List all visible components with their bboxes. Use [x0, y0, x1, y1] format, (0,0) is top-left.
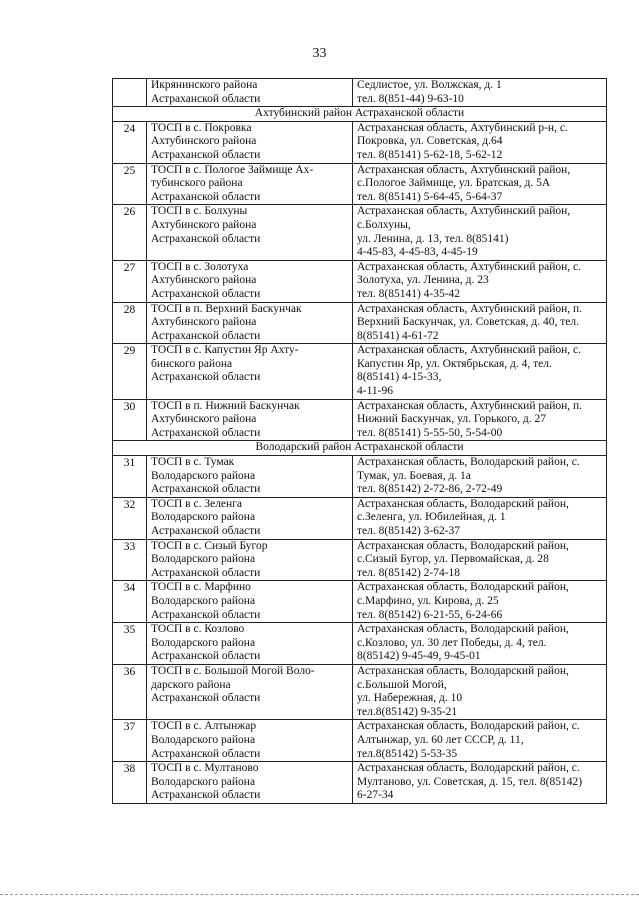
row-number-cell: 26 [113, 205, 147, 260]
name-cell: ТОСП в с. Мултаново Володарского района Астраханской области [147, 762, 353, 804]
name-cell: ТОСП в с. Марфино Володарского района Астраханской области [147, 581, 353, 623]
row-number-cell: 32 [113, 497, 147, 539]
address-cell: Астраханская область, Володарский район, с.Марфино, ул. Кирова, д. 25 тел. 8(85142) 6-21-55, 6-24-66 [353, 581, 607, 623]
address-cell: Астраханская область, Ахтубинский р-н, с. Покровка, ул. Советская, д.64 тел. 8(85141) 5-62-18, 5-62-12 [353, 121, 607, 163]
region-header: Ахтубинский район Астраханской области [113, 107, 607, 122]
table-row [113, 344, 607, 399]
address-cell: Астраханская область, Ахтубинский район, п. Верхний Баскунчак, ул. Советская, д. 40, тел. 8(85141) 4-61-72 [353, 302, 607, 344]
row-number-cell: 33 [113, 539, 147, 581]
name-cell: ТОСП в с. Пологое Займище Ах- тубинского района Астраханской области [147, 163, 353, 205]
address-cell: Астраханская область, Ахтубинский район, с. Капустин Яр, ул. Октябрьская, д. 4, тел. 8(85141) 4-15-33, 4-11-96 [353, 344, 607, 399]
table-row [113, 720, 607, 762]
table-row [113, 121, 607, 163]
row-number-cell: 37 [113, 720, 147, 762]
address-cell: Астраханская область, Ахтубинский район, п. Нижний Баскунчак, ул. Горького, д. 27 тел. 8(85141) 5-55-50, 5-54-00 [353, 399, 607, 441]
name-cell: ТОСП в с. Тумак Володарского района Астраханской области [147, 456, 353, 498]
address-cell: Астраханская область, Володарский район, с. Мултаново, ул. Советская, д. 15, тел. 8(85142) 6-27-34 [353, 762, 607, 804]
region-header: Володарский район Астраханской области [113, 441, 607, 456]
branches-table [112, 78, 607, 804]
address-cell: Астраханская область, Володарский район, с. Алтынжар, ул. 60 лет СССР, д. 11, тел.8(85142) 5-53-35 [353, 720, 607, 762]
region-header-row [113, 441, 607, 456]
row-number-cell: 34 [113, 581, 147, 623]
name-cell: ТОСП в с. Большой Могой Воло- дарского района Астраханской области [147, 664, 353, 719]
row-number-cell: 25 [113, 163, 147, 205]
address-cell: Астраханская область, Володарский район, с.Большой Могой, ул. Набережная, д. 10 тел.8(85142) 9-35-21 [353, 664, 607, 719]
name-cell: ТОСП в с. Зеленга Володарского района Астраханской области [147, 497, 353, 539]
name-cell: ТОСП в с. Козлово Володарского района Астраханской области [147, 623, 353, 665]
row-number-cell: 28 [113, 302, 147, 344]
name-cell: ТОСП в п. Нижний Баскунчак Ахтубинского района Астраханской области [147, 399, 353, 441]
table-row [113, 664, 607, 719]
name-cell: ТОСП в п. Верхний Баскунчак Ахтубинского района Астраханской области [147, 302, 353, 344]
table-row [113, 581, 607, 623]
row-number-cell: 30 [113, 399, 147, 441]
table-row [113, 456, 607, 498]
address-cell: Астраханская область, Володарский район, с.Сизый Бугор, ул. Первомайская, д. 28 тел. 8(85142) 2-74-18 [353, 539, 607, 581]
row-number-cell: 36 [113, 664, 147, 719]
row-number-cell: 31 [113, 456, 147, 498]
table-row [113, 623, 607, 665]
address-cell: Астраханская область, Ахтубинский район, с.Пологое Займище, ул. Братская, д. 5А тел. 8(85141) 5-64-45, 5-64-37 [353, 163, 607, 205]
name-cell: ТОСП в с. Покровка Ахтубинского района Астраханской области [147, 121, 353, 163]
table-row [113, 260, 607, 302]
table-row [113, 762, 607, 804]
page-bottom-rule [0, 894, 639, 895]
row-number-cell: 29 [113, 344, 147, 399]
name-cell: Икрянинского района Астраханской области [147, 79, 353, 107]
row-number-cell: 24 [113, 121, 147, 163]
name-cell: ТОСП в с. Алтынжар Володарского района Астраханской области [147, 720, 353, 762]
table-row [113, 163, 607, 205]
region-header-row [113, 107, 607, 122]
row-number-cell [113, 79, 147, 107]
table-row [113, 302, 607, 344]
address-cell: Астраханская область, Ахтубинский район, с. Золотуха, ул. Ленина, д. 23 тел. 8(85141) 4-35-42 [353, 260, 607, 302]
row-number-cell: 27 [113, 260, 147, 302]
row-number-cell: 38 [113, 762, 147, 804]
name-cell: ТОСП в с. Сизый Бугор Володарского района Астраханской области [147, 539, 353, 581]
address-cell: Астраханская область, Володарский район, с.Зеленга, ул. Юбилейная, д. 1 тел. 8(85142) 3-62-37 [353, 497, 607, 539]
table-row [113, 497, 607, 539]
address-cell: Астраханская область, Володарский район, с.Козлово, ул. 30 лет Победы, д. 4, тел. 8(85142) 9-45-49, 9-45-01 [353, 623, 607, 665]
name-cell: ТОСП в с. Золотуха Ахтубинского района Астраханской области [147, 260, 353, 302]
page-number: 33 [312, 46, 327, 61]
name-cell: ТОСП в с. Капустин Яр Ахту- бинского района Астраханской области [147, 344, 353, 399]
table-row [113, 79, 607, 107]
name-cell: ТОСП в с. Болхуны Ахтубинского района Астраханской области [147, 205, 353, 260]
table-body [113, 79, 607, 804]
address-cell: Астраханская область, Ахтубинский район, с.Болхуны, ул. Ленина, д. 13, тел. 8(85141) 4-45-83, 4-45-83, 4-45-19 [353, 205, 607, 260]
row-number-cell: 35 [113, 623, 147, 665]
address-cell: Седлистое, ул. Волжская, д. 1 тел. 8(851-44) 9-63-10 [353, 79, 607, 107]
table-row [113, 399, 607, 441]
table-row [113, 539, 607, 581]
table-row [113, 205, 607, 260]
address-cell: Астраханская область, Володарский район, с. Тумак, ул. Боевая, д. 1а тел. 8(85142) 2-72-86, 2-72-49 [353, 456, 607, 498]
